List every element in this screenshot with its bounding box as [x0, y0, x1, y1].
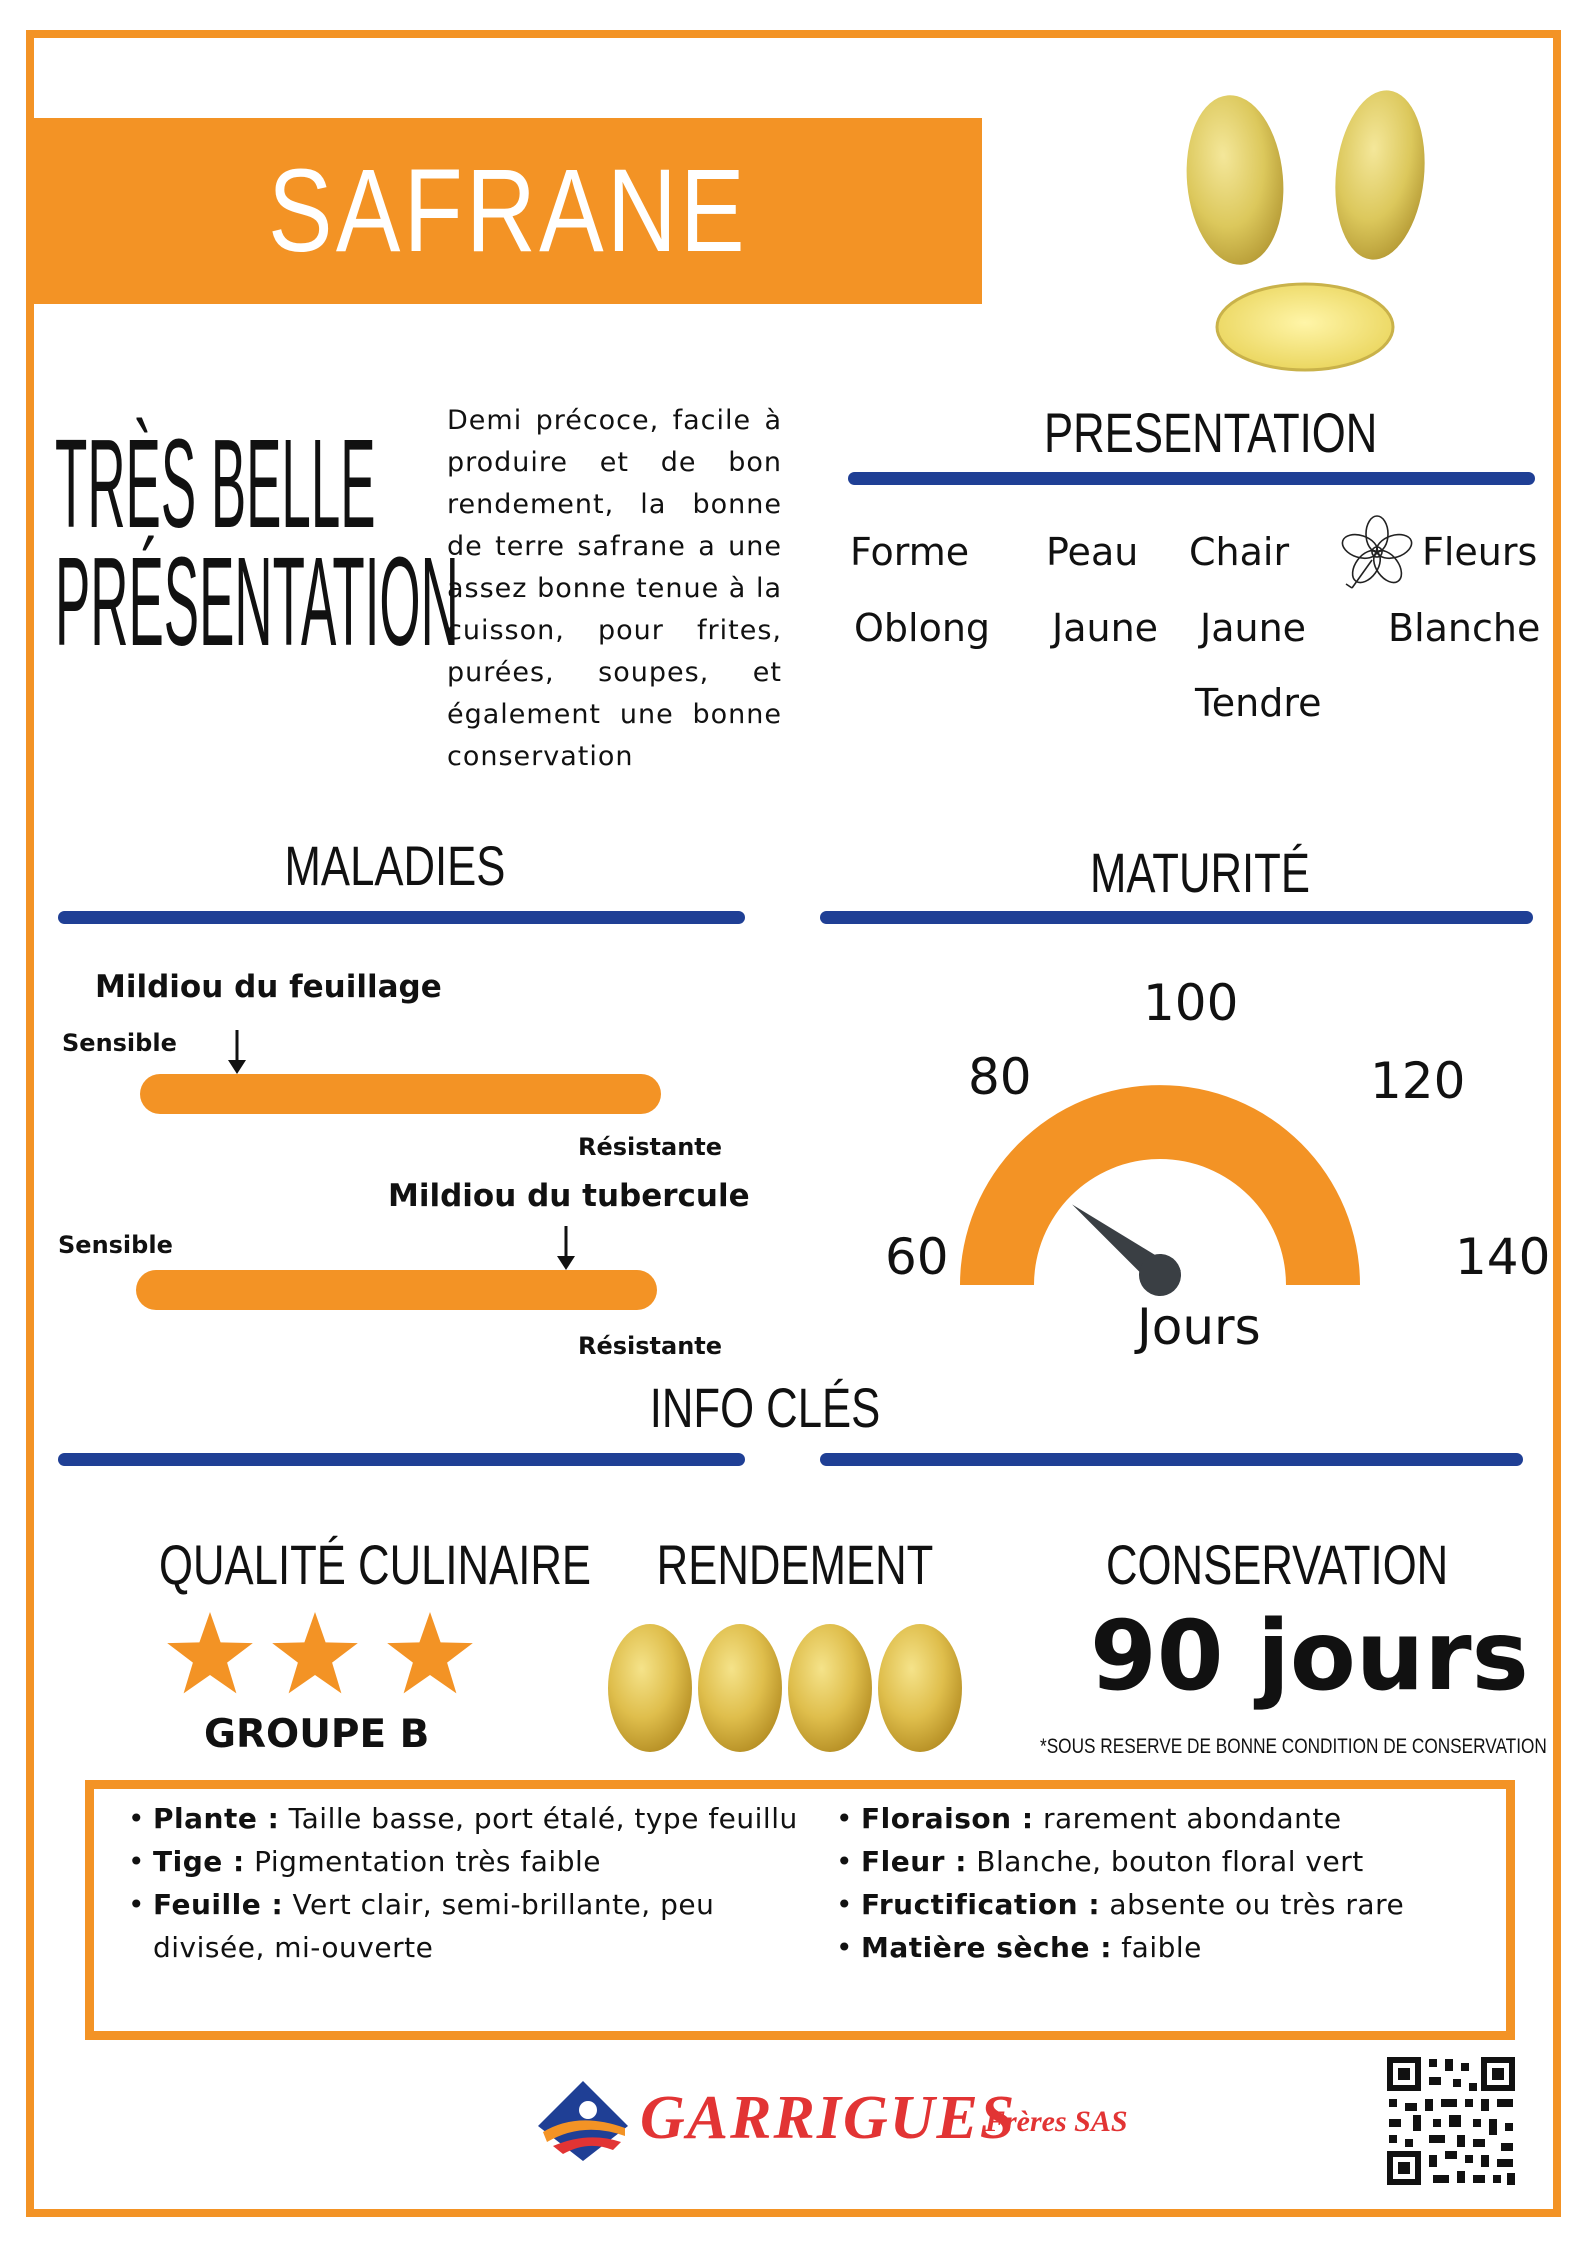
details-right-list — [836, 1797, 1496, 1969]
disease-1-arrow-icon — [225, 1030, 249, 1076]
conservation-note: *SOUS RESERVE DE BONNE CONDITION DE CONSERVATION — [1040, 1735, 1547, 1758]
pres-value-chair-extra: Tendre — [1195, 681, 1322, 725]
detail-matiere-seche: • Matière sèche : faible — [836, 1926, 1496, 1969]
detail-plante: • Plante : Taille basse, port étalé, type feuillu — [128, 1797, 798, 1840]
potato-1-icon — [608, 1624, 692, 1752]
pres-value-forme: Oblong — [854, 606, 991, 650]
headline — [55, 413, 459, 672]
disease-1-bar — [140, 1074, 661, 1114]
conservation-title: CONSERVATION — [1106, 1533, 1449, 1596]
pres-header-fleurs: Fleurs — [1422, 530, 1538, 574]
brand-suffix: Frères SAS — [985, 2105, 1128, 2138]
disease-2-name: Mildiou du tubercule — [388, 1178, 750, 1214]
pres-value-peau: Jaune — [1052, 606, 1159, 650]
presentation-divider — [848, 472, 1535, 485]
disease-1-name: Mildiou du feuillage — [95, 969, 442, 1005]
pres-value-chair: Jaune — [1200, 606, 1307, 650]
maturite-divider — [820, 911, 1533, 924]
rendement-title: RENDEMENT — [656, 1533, 934, 1596]
disease-2-bar — [136, 1270, 657, 1310]
details-left-list — [128, 1797, 798, 1969]
detail-fleur: • Fleur : Blanche, bouton floral vert — [836, 1840, 1496, 1883]
brand-logo-icon — [533, 2076, 633, 2166]
potato-4-icon — [878, 1624, 962, 1752]
culinary-group: GROUPE B — [204, 1712, 430, 1757]
detail-tige: • Tige : Pigmentation très faible — [128, 1840, 798, 1883]
brand-name: GARRIGUES — [640, 2084, 1017, 2152]
star-1-icon — [167, 1612, 253, 1693]
info-divider-right — [820, 1453, 1523, 1466]
title-banner — [34, 118, 982, 304]
variety-title: SAFRANE — [268, 145, 748, 277]
gauge-tick-60: 60 — [885, 1228, 949, 1286]
gauge-tick-120: 120 — [1370, 1052, 1466, 1110]
conservation-days: 90 jours — [1090, 1600, 1529, 1712]
maturity-gauge — [880, 1020, 1440, 1320]
detail-feuille: • Feuille : Vert clair, semi-brillante, peu divisée, mi-ouverte — [128, 1883, 798, 1969]
headline-line2: PRÉSENTATION — [55, 531, 459, 672]
disease-2-arrow-icon — [554, 1226, 578, 1272]
headline-line1: TRÈS BELLE — [55, 413, 376, 554]
pres-header-peau: Peau — [1046, 530, 1139, 574]
qualite-title: QUALITÉ CULINAIRE — [159, 1533, 592, 1596]
gauge-tick-80: 80 — [968, 1048, 1032, 1106]
disease-2-left: Sensible — [58, 1231, 173, 1259]
maladies-title: MALADIES — [284, 834, 506, 897]
potato-3-icon — [788, 1624, 872, 1752]
gauge-unit: Jours — [1137, 1298, 1261, 1356]
detail-fructification: • Fructification : absente ou très rare — [836, 1883, 1496, 1926]
qr-code-icon — [1385, 2055, 1517, 2187]
flower-icon — [1337, 512, 1417, 590]
disease-1-left: Sensible — [62, 1029, 177, 1057]
maturite-title: MATURITÉ — [1089, 841, 1311, 904]
star-3-icon — [387, 1612, 473, 1693]
info-divider-left — [58, 1453, 745, 1466]
gauge-tick-100: 100 — [1143, 974, 1239, 1032]
detail-floraison: • Floraison : rarement abondante — [836, 1797, 1496, 1840]
info-title: INFO CLÉS — [649, 1376, 881, 1439]
maladies-divider — [58, 911, 745, 924]
pres-value-fleurs: Blanche — [1388, 606, 1541, 650]
presentation-title: PRESENTATION — [1044, 401, 1378, 464]
disease-1-right: Résistante — [578, 1133, 723, 1161]
disease-2-right: Résistante — [578, 1332, 723, 1360]
gauge-tick-140: 140 — [1455, 1228, 1551, 1286]
gauge-needle — [1052, 1204, 1190, 1303]
yield-potatoes — [600, 1620, 970, 1760]
pres-header-forme: Forme — [850, 530, 970, 574]
potato-2-icon — [698, 1624, 782, 1752]
star-rating — [160, 1610, 480, 1705]
star-2-icon — [272, 1612, 358, 1693]
description: Demi précoce, facile à produire et de bon rendement, la bonne de terre safrane a une assez bonne tenue à la cuisson, pour frites, purées, soupes, et également une bonne conservation — [447, 405, 782, 772]
pres-header-chair: Chair — [1189, 530, 1290, 574]
potato-photo — [1165, 80, 1445, 380]
